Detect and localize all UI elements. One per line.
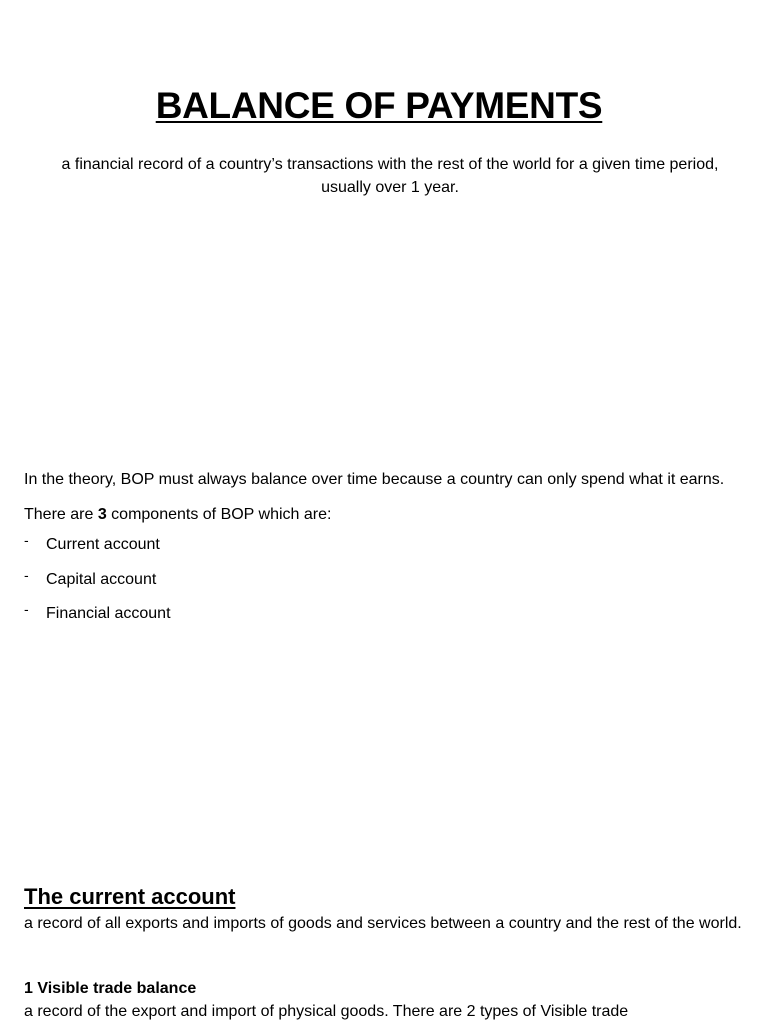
current-account-heading: The current account [24,884,236,909]
current-account-definition: a record of all exports and imports of goods and services between a country and the rest of the world. [24,915,742,932]
components-list [24,528,171,632]
intro-text-after: components of BOP which are: [106,506,332,523]
component-label: Capital account [46,570,157,588]
list-item [24,528,171,563]
list-item [24,563,171,598]
components-count: 3 [97,506,107,523]
bop-definition: a financial record of a country’s transactions with the rest of the world for a given time period, usually over 1 year. [61,156,719,196]
intro-text-before: In the theory, BOP must always balance over time because a country can only spend what it earns. There are [24,471,725,523]
intro-paragraph [24,462,749,532]
visible-trade-heading: 1 Visible trade balance [24,980,197,997]
dash-bullet: - [24,532,29,548]
dash-bullet: - [24,601,29,617]
dash-bullet: - [24,566,29,583]
page-title: BALANCE OF PAYMENTS [155,85,603,126]
list-item [24,597,171,632]
visible-trade-text: a record of the export and import of physical goods. There are 2 types of Visible trade [24,1003,629,1020]
component-label: Current account [46,536,160,553]
component-label: Financial account [46,605,171,622]
